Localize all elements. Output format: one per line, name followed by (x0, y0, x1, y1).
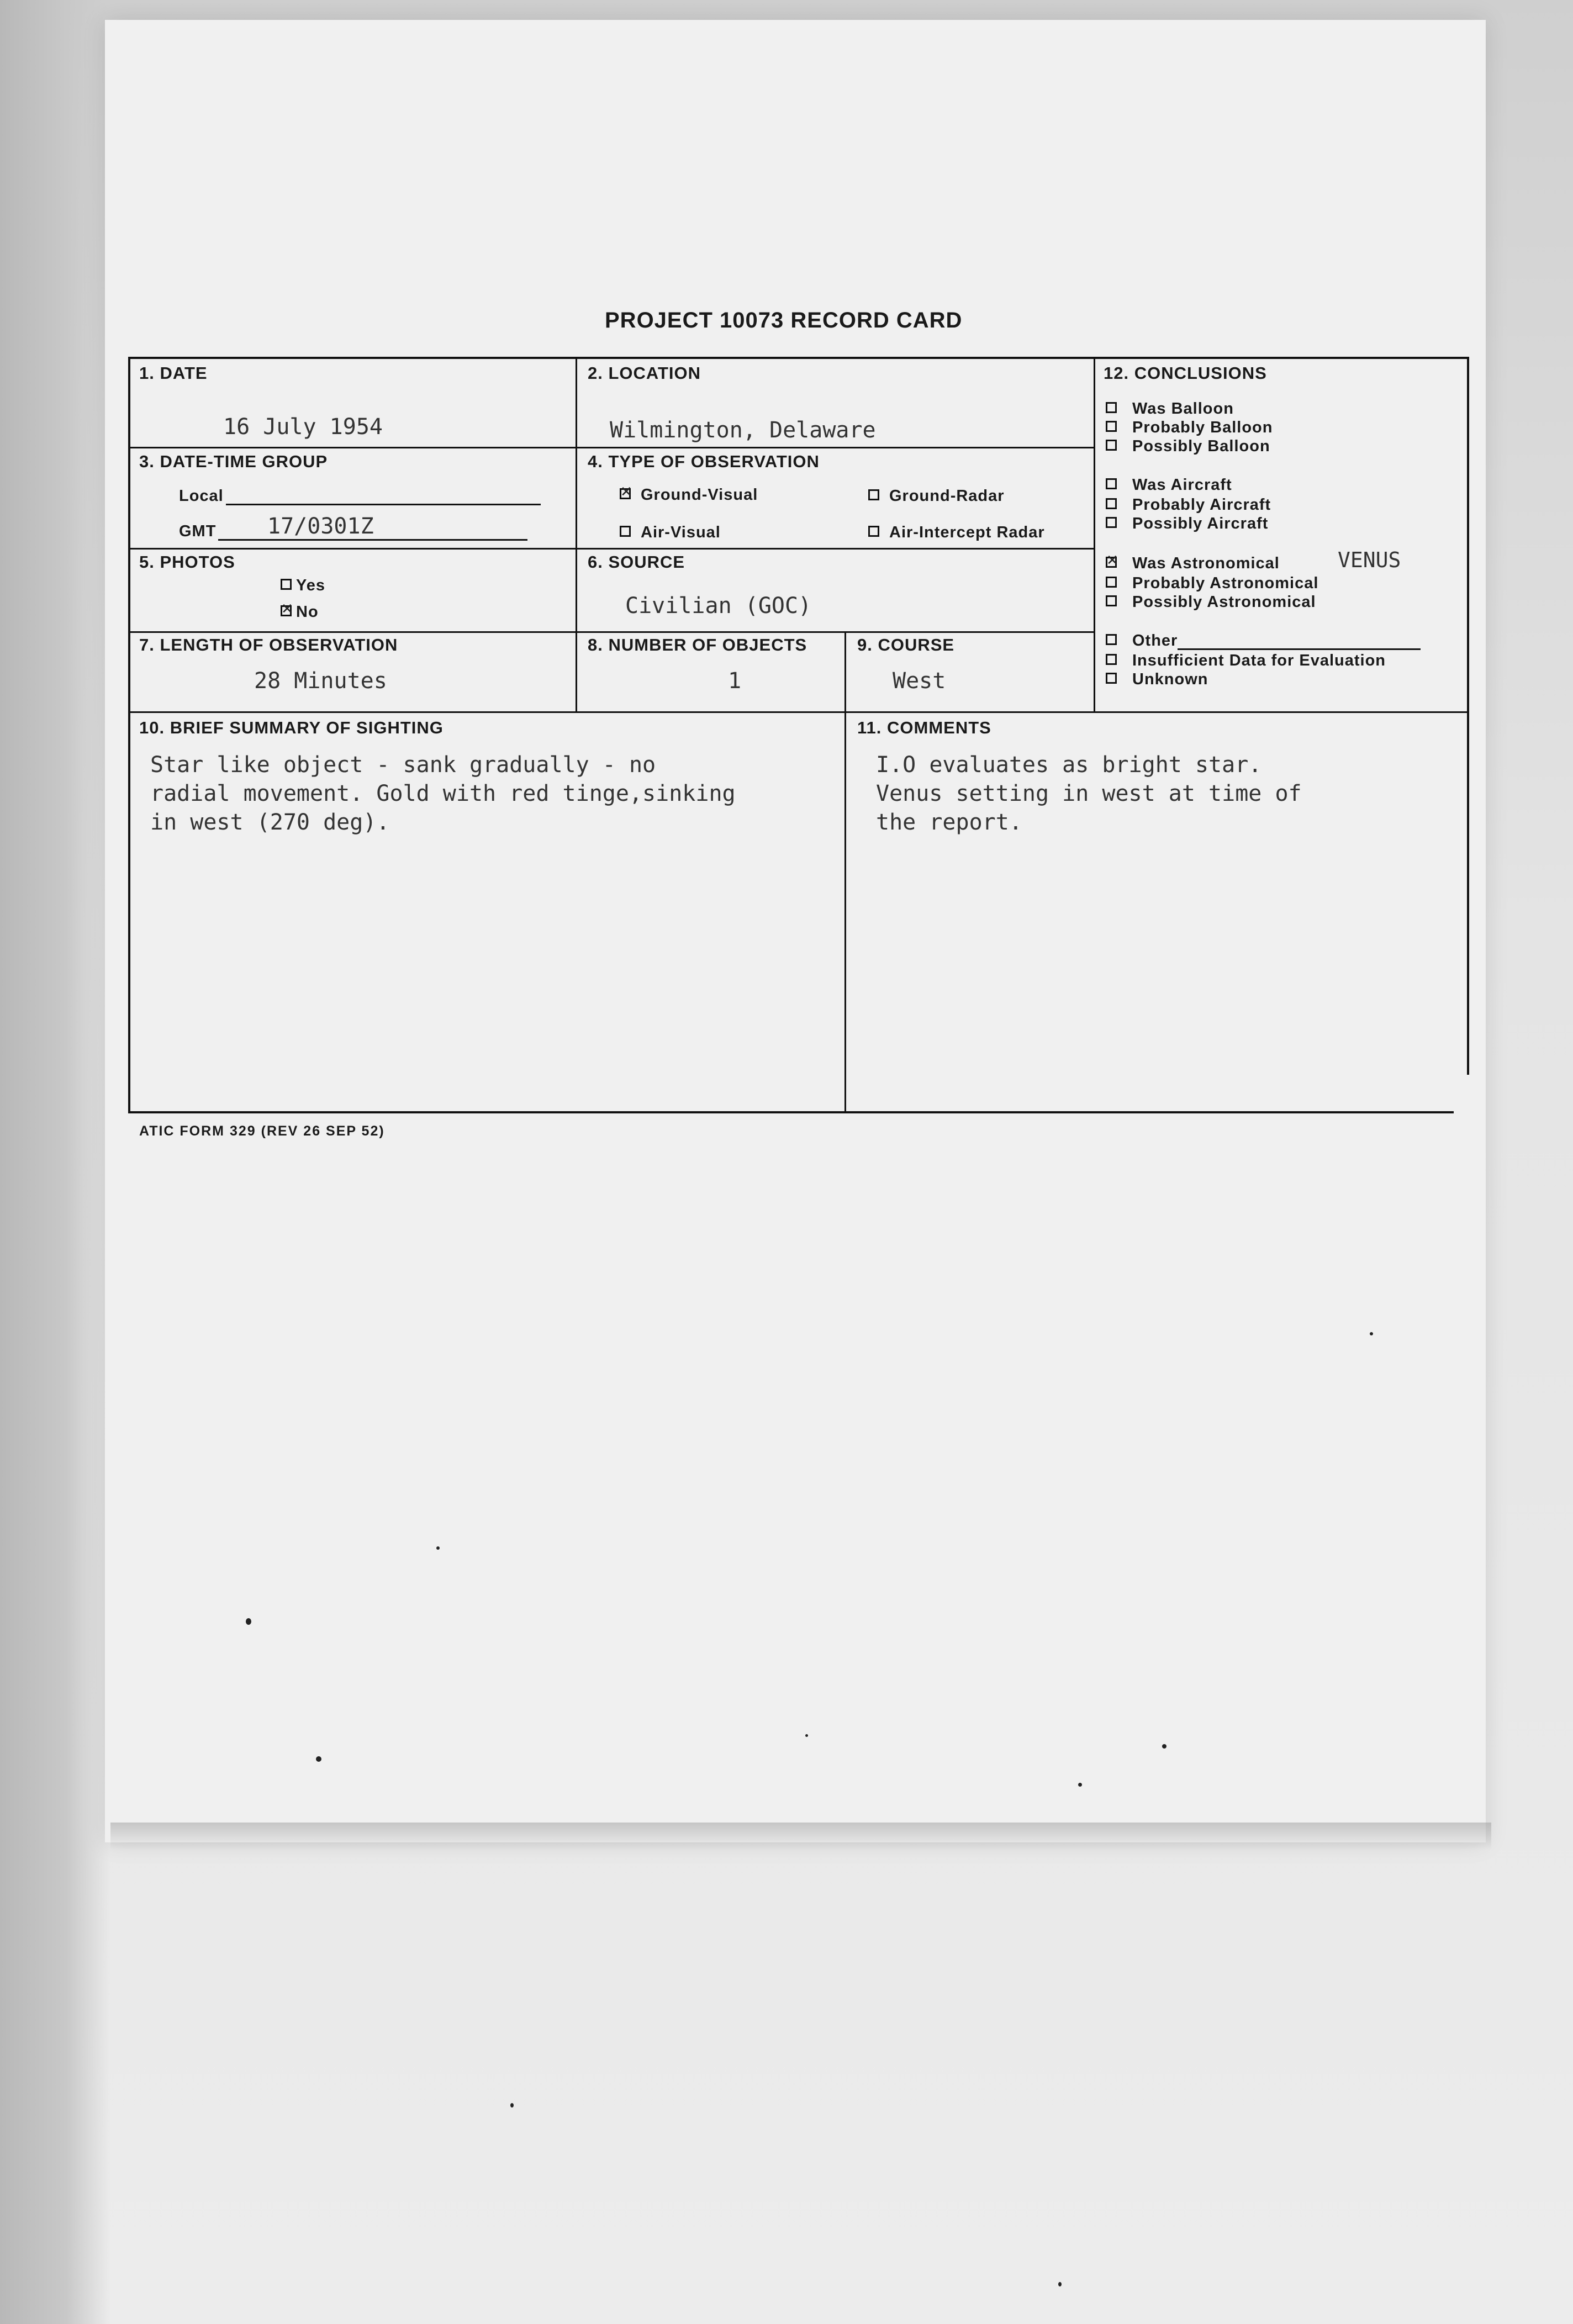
concl-was-astro: ✕Was Astronomical (1106, 554, 1280, 573)
form-footer: ATIC FORM 329 (REV 26 SEP 52) (139, 1123, 385, 1139)
checkbox-icon (1106, 421, 1117, 432)
checkbox-icon (868, 526, 879, 537)
local-label: Local (179, 487, 541, 505)
scan-speck (436, 1546, 440, 1550)
checkbox-icon (1106, 440, 1117, 451)
scan-speck (316, 1756, 321, 1762)
scan-speck (1162, 1744, 1166, 1749)
checkbox-icon (1106, 654, 1117, 665)
scan-speck (1078, 1783, 1082, 1787)
concl-poss-balloon: Possibly Balloon (1106, 437, 1270, 456)
course-label: 9. COURSE (857, 635, 955, 654)
checkbox-icon (1106, 595, 1117, 606)
gmt-value: 17/0301Z (267, 514, 374, 539)
concl-prob-astro: Probably Astronomical (1106, 574, 1318, 593)
checkbox-icon (1106, 402, 1117, 413)
summary-line: radial movement. Gold with red tinge,sinking (150, 781, 736, 806)
course-value: West (893, 668, 946, 694)
checkbox-icon (1106, 498, 1117, 509)
checkbox-checked-icon (281, 605, 292, 616)
photos-label: 5. PHOTOS (139, 552, 235, 572)
sheet-shadow (110, 1823, 1491, 1850)
dtg-label: 3. DATE-TIME GROUP (139, 452, 328, 471)
card-title: PROJECT 10073 RECORD CARD (605, 308, 963, 332)
scan-speck (510, 2103, 514, 2108)
gmt-label: GMT (179, 522, 527, 541)
checkbox-checked-icon (1106, 557, 1117, 568)
comments-label: 11. COMMENTS (857, 718, 991, 737)
checkbox-icon (281, 579, 292, 590)
concl-prob-balloon: Probably Balloon (1106, 419, 1273, 437)
obs-ground-radar: Ground-Radar (868, 487, 1005, 505)
photos-yes: Yes (281, 577, 325, 595)
scan-speck (246, 1618, 251, 1625)
concl-was-balloon: Was Balloon (1106, 400, 1234, 418)
summary-line: in west (270 deg). (150, 810, 390, 835)
concl-insufficient: Insufficient Data for Evaluation (1106, 652, 1386, 670)
checkbox-icon (1106, 673, 1117, 684)
length-label: 7. LENGTH OF OBSERVATION (139, 635, 398, 654)
concl-poss-aircraft: Possibly Aircraft (1106, 515, 1268, 533)
location-value: Wilmington, Delaware (610, 418, 876, 443)
comments-line: I.O evaluates as bright star. (876, 752, 1262, 778)
photos-no: ✕No (281, 603, 319, 621)
concl-astro-note: VENUS (1338, 548, 1401, 572)
scan-speck (805, 1734, 808, 1737)
source-value: Civilian (GOC) (625, 593, 812, 619)
obs-ground-visual: ✕Ground-Visual (620, 486, 758, 504)
record-card (128, 357, 1469, 1113)
scan-speck (1370, 1332, 1373, 1335)
obs-air-visual: Air-Visual (620, 524, 721, 542)
comments-line: Venus setting in west at time of (876, 781, 1302, 806)
num-objects-label: 8. NUMBER OF OBJECTS (588, 635, 807, 654)
concl-unknown: Unknown (1106, 670, 1208, 689)
concl-poss-astro: Possibly Astronomical (1106, 593, 1316, 611)
concl-prob-aircraft: Probably Aircraft (1106, 496, 1271, 514)
obs-type-label: 4. TYPE OF OBSERVATION (588, 452, 820, 471)
comments-line: the report. (876, 810, 1022, 835)
summary-line: Star like object - sank gradually - no (150, 752, 656, 778)
checkbox-icon (1106, 517, 1117, 528)
conclusions-label: 12. CONCLUSIONS (1104, 363, 1267, 383)
source-label: 6. SOURCE (588, 552, 685, 572)
date-label: 1. DATE (139, 363, 208, 383)
checkbox-icon (620, 526, 631, 537)
location-label: 2. LOCATION (588, 363, 701, 383)
checkbox-icon (868, 489, 879, 500)
checkbox-icon (1106, 478, 1117, 489)
concl-was-aircraft: Was Aircraft (1106, 476, 1232, 494)
checkbox-checked-icon (620, 488, 631, 499)
checkbox-icon (1106, 634, 1117, 645)
length-value: 28 Minutes (254, 668, 387, 694)
summary-label: 10. BRIEF SUMMARY OF SIGHTING (139, 718, 444, 737)
obs-air-intercept: Air-Intercept Radar (868, 524, 1045, 542)
scan-speck (1058, 2282, 1062, 2286)
num-objects-value: 1 (728, 668, 742, 694)
date-value: 16 July 1954 (223, 414, 383, 440)
local-value (226, 504, 541, 505)
checkbox-icon (1106, 577, 1117, 588)
scan-edge-shadow (0, 0, 110, 2324)
concl-other: Other (1106, 632, 1421, 650)
